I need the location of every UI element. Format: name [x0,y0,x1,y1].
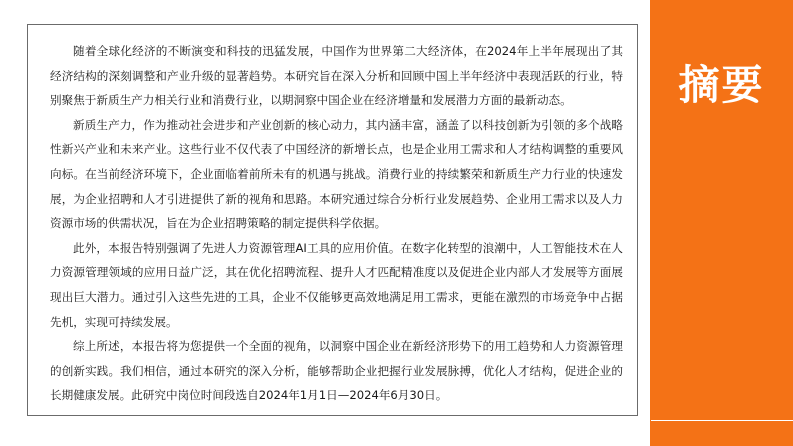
summary-paragraph-2: 新质生产力，作为推动社会进步和产业创新的核心动力，其内涵丰富，涵盖了以科技创新为引领的多个战略性新兴产业和未来产业。这些行业不仅代表了中国经济的新增长点，也是企业用工需求和人才结构调整的重要风向标。在当前经济环境下，企业面临着前所未有的机遇与挑战。消费行业的持续繁荣和新质生产力行业的快速发展，为企业招聘和人才引进提供了新的视角和思路。本研究通过综合分析行业发展趋势、企业用工需求以及人力资源市场的供需状况，旨在为企业招聘策略的制定提供科学依据。 [50,117,623,231]
section-title: 摘要 [678,61,765,109]
summary-paragraph-3: 此外，本报告特别强调了先进人力资源管理AI工具的应用价值。在数字化转型的浪潮中，人工智能技术在人力资源管理领域的应用日益广泛，其在优化招聘流程、提升人才匹配精准度以及促进企业内部人才发展等方面展现出巨大潜力。通过引入这些先进的工具，企业不仅能够更高效地满足用工需求，更能在激烈的市场竞争中占据先机，实现可持续发展。 [50,240,623,329]
summary-paragraph-1: 随着全球化经济的不断演变和科技的迅猛发展，中国作为世界第二大经济体，在2024年上半年展现出了其经济结构的深刻调整和产业升级的显著趋势。本研究旨在深入分析和回顾中国上半年经济中表现活跃的行业，特别聚焦于新质生产力相关行业和消费行业，以期洞察中国企业在经济增量和发展潜力方面的最新动态。 [50,44,623,108]
summary-text-box [27,24,638,416]
title-side-panel [650,0,793,446]
summary-paragraph-4: 综上所述，本报告将为您提供一个全面的视角，以洞察中国企业在新经济形势下的用工趋势和人力资源管理的创新实践。我们相信，通过本研究的深入分析，能够帮助企业把握行业发展脉搏，优化人才结构，促进企业的长期健康发展。此研究中岗位时间段选自2024年1月1日—2024年6月30日。 [50,339,623,403]
panel-divider [651,420,793,421]
